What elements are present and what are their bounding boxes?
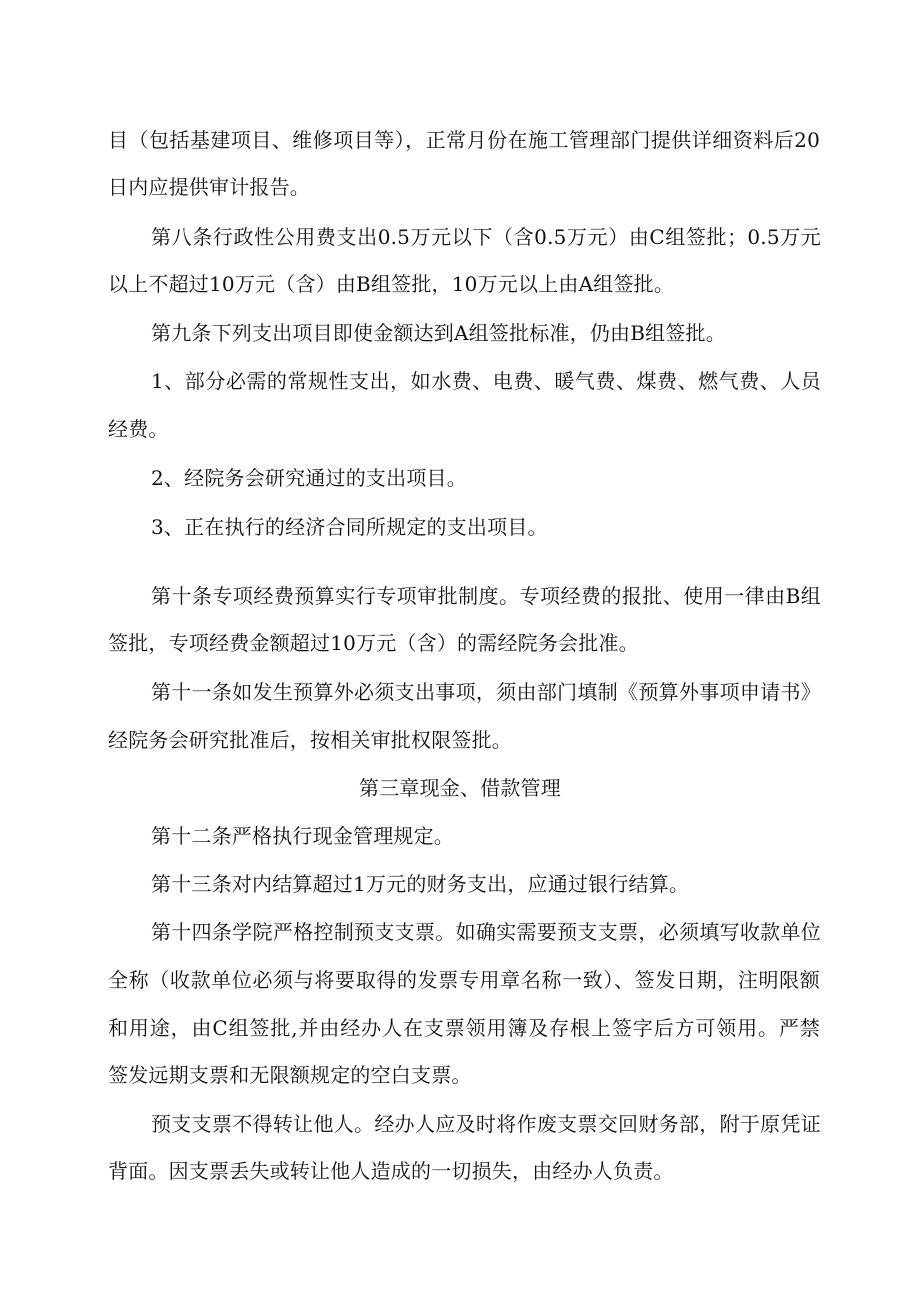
- text-line: 背面。因支票丢失或转让他人造成的一切损失，由经办人负责。: [108, 1159, 674, 1183]
- text-line: 日内应提供审计报告。: [108, 175, 310, 199]
- text-line: 经院务会研究批准后，按相关审批权限签批。: [108, 728, 512, 752]
- text-line: 第十条专项经费预算实行专项审批制度。专项经费的报批、使用一律由B组: [151, 584, 821, 608]
- text-line: 第十四条学院严格控制预支支票。如确实需要预支支票，必须填写收款单位: [151, 920, 821, 944]
- chapter-heading: 第三章现金、借款管理: [359, 776, 561, 800]
- text-line: 签发远期支票和无限额规定的空白支票。: [108, 1063, 472, 1087]
- text-line: 2、经院务会研究通过的支出项目。: [151, 466, 467, 490]
- text-line: 3、正在执行的经济合同所规定的支出项目。: [151, 515, 548, 539]
- text-line: 签批，专项经费金额超过10万元（含）的需经院务会批准。: [108, 631, 639, 655]
- text-line: 第九条下列支出项目即使金额达到A组签批标准，仍由B组签批。: [151, 321, 726, 345]
- text-line: 全称（收款单位必须与将要取得的发票专用章名称一致）、签发日期，注明限额: [108, 968, 820, 992]
- text-line: 目（包括基建项目、维修项目等），正常月份在施工管理部门提供详细资料后20: [108, 128, 820, 152]
- text-line: 第十三条对内结算超过1万元的财务支出，应通过银行结算。: [151, 872, 690, 896]
- text-line: 和用途，由C组签批,并由经办人在支票领用簿及存根上签字后方可领用。严禁: [108, 1016, 820, 1040]
- text-line: 第八条行政性公用费支出0.5万元以下（含0.5万元）由C组签批；0.5万元: [151, 225, 821, 249]
- text-line: 第十二条严格执行现金管理规定。: [151, 824, 454, 848]
- text-line: 以上不超过10万元（含）由B组签批，10万元以上由A组签批。: [108, 272, 675, 296]
- text-line: 经费。: [108, 417, 169, 441]
- text-line: 预支支票不得转让他人。经办人应及时将作废支票交回财务部，附于原凭证: [151, 1112, 821, 1136]
- text-line: 1、部分必需的常规性支出，如水费、电费、暖气费、煤费、燃气费、人员: [151, 369, 821, 393]
- text-line: 第十一条如发生预算外必须支出事项，须由部门填制《预算外事项申请书》: [151, 680, 821, 704]
